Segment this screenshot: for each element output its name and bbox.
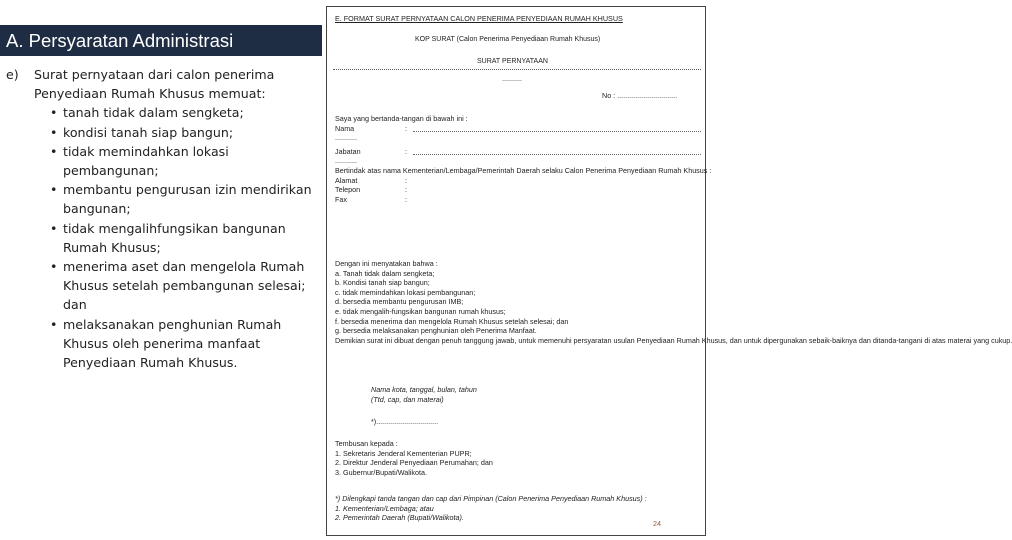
item-intro: Surat pernyataan dari calon penerima Penyediaan Rumah Khusus memuat:: [34, 67, 275, 102]
statement-item: f. bersedia menerima dan mengelola Rumah Khusus setelah selesai; dan: [335, 316, 569, 326]
statement-block: [335, 259, 1012, 345]
field-tail: ...........: [335, 156, 357, 166]
footnote-block: [335, 494, 647, 523]
field-alamat: Alamat :: [335, 175, 407, 185]
acting-on-behalf: Bertindak atas nama Kementerian/Lembaga/Pemerintah Daerah selaku Calon Penerima Penyediaan Rumah Khusus :: [335, 165, 712, 175]
bullet-item: • tidak memindahkan lokasi pembangunan;: [51, 142, 318, 180]
blank-line: [413, 147, 701, 155]
statement-item: e. tidak mengalih-fungsikan bangunan rumah khusus;: [335, 306, 506, 316]
statement-item: g. bersedia melaksanakan penghunian oleh Penerima Manfaat.: [335, 326, 537, 336]
field-fax: Fax :: [335, 194, 407, 204]
field-nama: Nama :: [335, 124, 701, 134]
date-line: Nama kota, tanggal, bulan, tahun: [371, 385, 477, 394]
bullet-item: • tanah tidak dalam sengketa;: [51, 103, 318, 122]
bullet-item: • kondisi tanah siap bangun;: [51, 123, 318, 142]
bullet-item: • tidak mengalihfungsikan bangunan Rumah Khusus;: [51, 219, 318, 257]
copies-item: 1. Sekretaris Jenderal Kementerian PUPR;: [335, 448, 472, 458]
bullet-item: • menerima aset dan mengelola Rumah Khusus setelah pembangunan selesai; dan: [51, 257, 318, 315]
seal-line: (Ttd, cap, dan materai): [371, 394, 444, 404]
left-panel: [0, 0, 322, 540]
closing-paragraph: Demikian surat ini dibuat dengan penuh tanggung jawab, untuk memenuhi persyaratan usulan Penyediaan Rumah Khusus, dan untuk dipergunakan sebaik-baiknya dan ditanda-tangani di atas materai yang cukup.: [335, 335, 1012, 345]
statement-item: c. tidak memindahkan lokasi pembangunan;: [335, 287, 476, 297]
copies-block: [335, 439, 493, 477]
page-number: 24: [653, 519, 661, 528]
field-tail: ...........: [335, 133, 357, 143]
letter-number: No : ..............................: [602, 91, 678, 100]
copies-item: 3. Gubernur/Bupati/Walikota.: [335, 467, 428, 477]
date-place-block: [371, 385, 477, 404]
signer-intro: Saya yang bertanda-tangan di bawah ini :: [335, 114, 468, 123]
field-telepon: Telepon :: [335, 185, 407, 195]
requirement-item: [6, 65, 318, 372]
item-marker: e): [6, 67, 19, 82]
separator-tail: ..........: [502, 74, 522, 83]
letterhead-placeholder: KOP SURAT (Calon Penerima Penyediaan Rumah Khusus): [415, 36, 601, 43]
statement-item: a. Tanah tidak dalam sengketa;: [335, 268, 435, 278]
letter-format-document: [326, 6, 1012, 536]
footnote-title: *) Dilengkapi tanda tangan dan cap dari Pimpinan (Calon Penerima Penyediaan Rumah Khusus) :: [335, 494, 647, 503]
blank-line: [413, 124, 701, 132]
footnote-item: 2. Pemerintah Daerah (Bupati/Walikota).: [335, 513, 464, 523]
requirement-bullets: [34, 103, 318, 372]
field-jabatan: Jabatan :: [335, 147, 701, 157]
statement-intro: Dengan ini menyatakan bahwa :: [335, 259, 438, 268]
bullet-item: • melaksanakan penghunian Rumah Khusus oleh penerima manfaat Penyediaan Rumah Khusus.: [51, 315, 318, 373]
statement-item: d. bersedia membantu pengurusan IMB;: [335, 297, 464, 307]
footnote-item: 1. Kementerian/Lembaga; atau: [335, 503, 434, 513]
statement-title: SURAT PERNYATAAN: [477, 58, 548, 65]
copies-item: 2. Direktur Jenderal Penyediaan Perumahan; dan: [335, 458, 493, 468]
copies-title: Tembusan kepada :: [335, 439, 398, 448]
dotted-separator: [333, 69, 701, 70]
bullet-item: • membantu pengurusan izin mendirikan bangunan;: [51, 180, 318, 218]
identity-block: [335, 114, 712, 204]
section-title: A. Persyaratan Administrasi: [0, 25, 322, 56]
doc-heading: E. FORMAT SURAT PERNYATAAN CALON PENERIMA PENYEDIAAN RUMAH KHUSUS: [335, 14, 623, 23]
statement-item: b. Kondisi tanah siap bangun;: [335, 278, 430, 288]
signature-line: *)...............................: [371, 417, 439, 426]
